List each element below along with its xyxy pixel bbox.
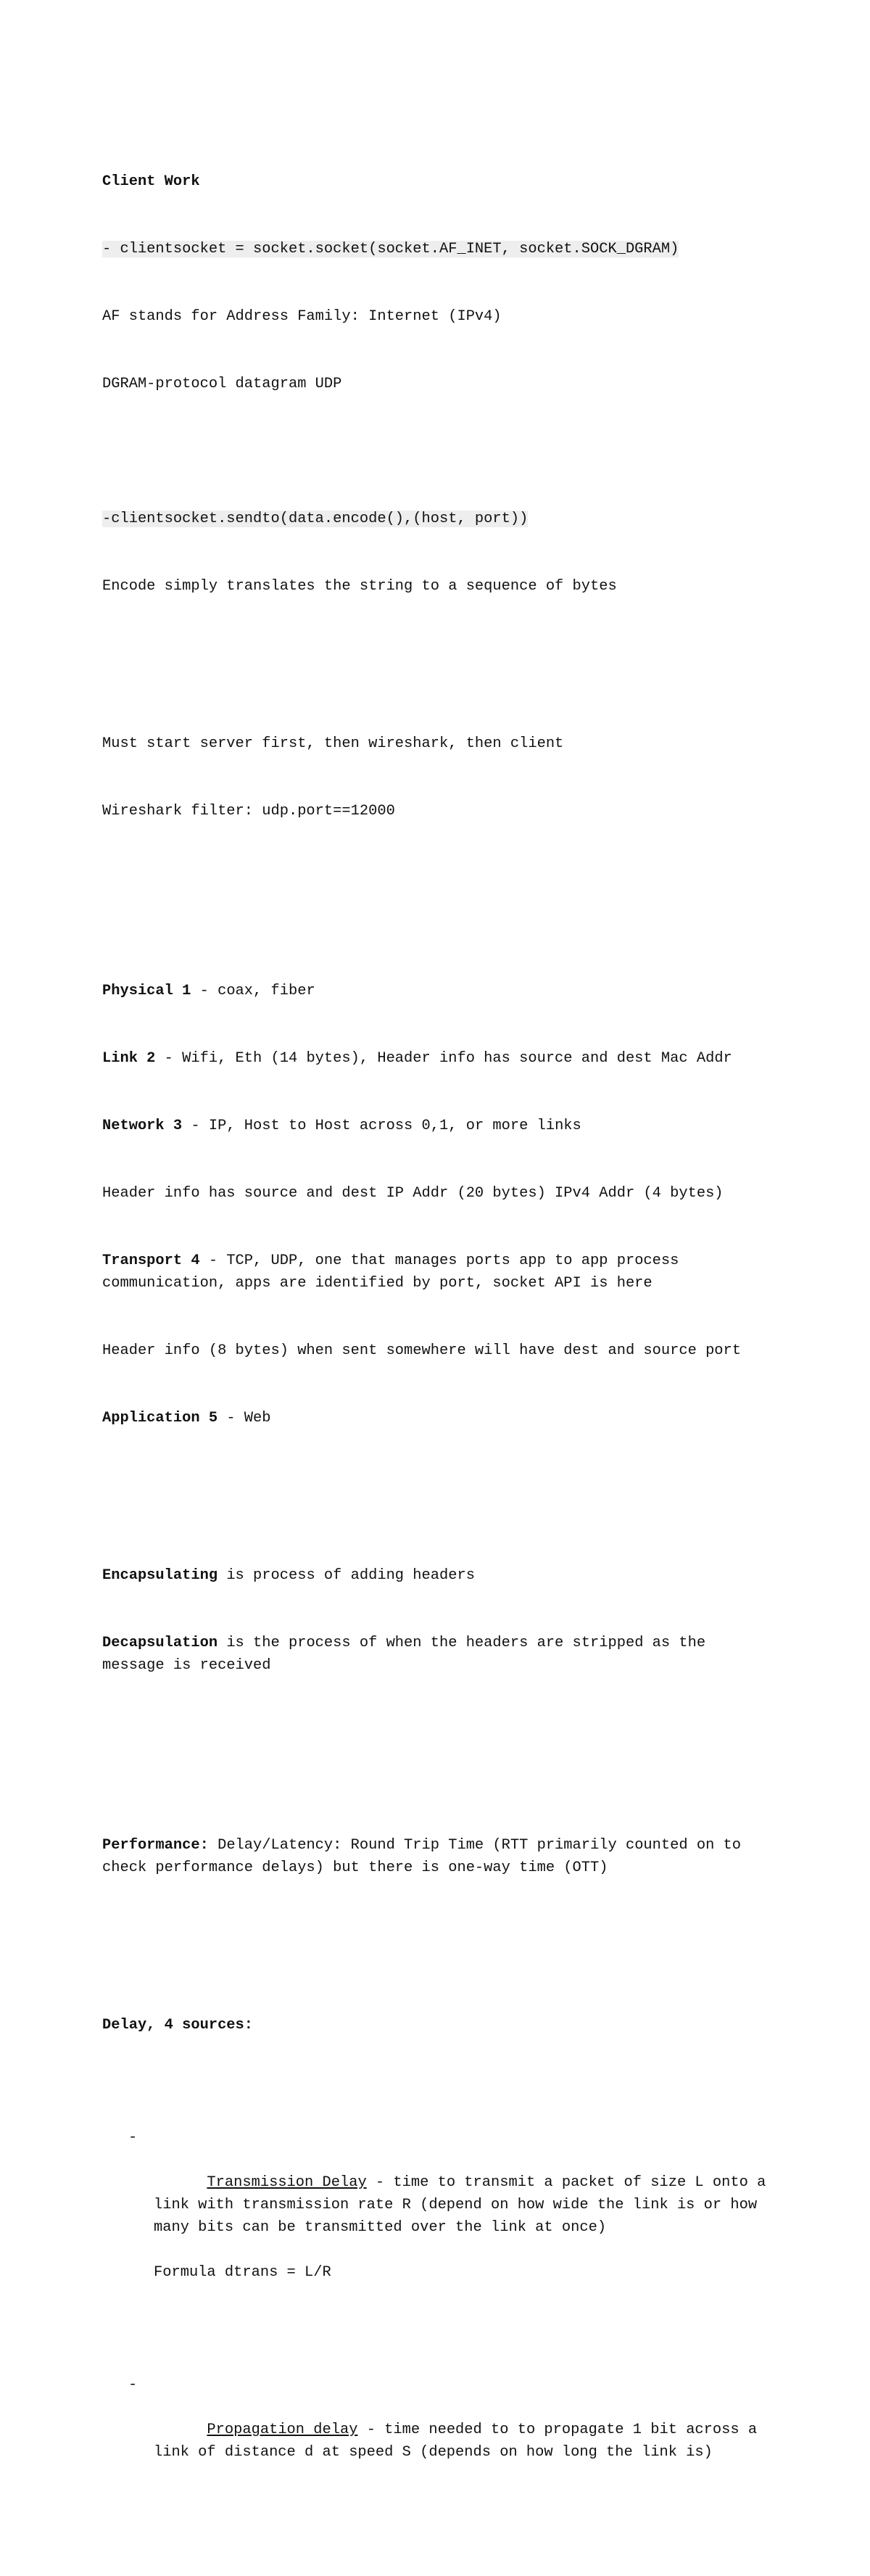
layer-physical bbox=[102, 980, 769, 1002]
layer-label: Transport 4 bbox=[102, 1252, 200, 1269]
layer-network-header: Header info has source and dest IP Addr (20 bytes) IPv4 Addr (4 bytes) bbox=[102, 1185, 724, 1202]
code-snippet-socket: - clientsocket = socket.socket(socket.AF_INET, socket.SOCK_DGRAM) bbox=[102, 241, 679, 257]
term-label: Transmission Delay bbox=[207, 2174, 367, 2191]
term-text: - time to transmit a packet of size L onto a link with transmission rate R (depend on how wide the link is or how many bits can be transmitted over the link at once) bbox=[154, 2174, 775, 2236]
layer-transport bbox=[102, 1250, 769, 1295]
dgram-note: DGRAM-protocol datagram UDP bbox=[102, 376, 342, 392]
document-page bbox=[102, 103, 775, 2576]
client-work-heading: Client Work bbox=[102, 173, 200, 190]
encapsulating-definition bbox=[102, 1564, 769, 1587]
layer-label: Physical 1 bbox=[102, 983, 191, 999]
term-text: - time needed to to propagate 1 bit across a link of distance d at speed S (depends on how long the link is) bbox=[154, 2422, 766, 2461]
layer-label: Network 3 bbox=[102, 1118, 183, 1134]
layer-text: - Wifi, Eth (14 bytes), Header info has source and dest Mac Addr bbox=[155, 1050, 732, 1067]
term-text: is process of adding headers bbox=[218, 1567, 475, 1584]
list-bullet: - bbox=[128, 2377, 138, 2393]
term-label: Encapsulating bbox=[102, 1567, 218, 1584]
list-item bbox=[102, 2374, 769, 2486]
term-text: is the process of when the headers are stripped as the message is received bbox=[102, 1635, 715, 1674]
encode-note: Encode simply translates the string to a sequence of bytes bbox=[102, 578, 617, 595]
layer-text: - coax, fiber bbox=[191, 983, 315, 999]
layer-label: Application 5 bbox=[102, 1410, 218, 1427]
layer-link bbox=[102, 1047, 769, 1070]
list-item bbox=[102, 2126, 775, 2329]
layer-network bbox=[102, 1115, 769, 1137]
formula-line: Formula dtrans = L/R bbox=[154, 2264, 331, 2281]
start-order-note: Must start server first, then wireshark, then client bbox=[102, 735, 564, 752]
term-label: Decapsulation bbox=[102, 1635, 218, 1651]
wireshark-filter-note: Wireshark filter: udp.port==12000 bbox=[102, 803, 395, 820]
layer-text: - TCP, UDP, one that manages ports app to app process communication, apps are identified by port, socket API is here bbox=[102, 1252, 688, 1292]
layer-text: - IP, Host to Host across 0,1, or more links bbox=[182, 1118, 581, 1134]
layer-application bbox=[102, 1407, 769, 1429]
delay-sources-list bbox=[102, 2081, 775, 2531]
term-text: Delay/Latency: Round Trip Time (RTT primarily counted on to check performance delays) but there is one-way time (OTT) bbox=[102, 1837, 750, 1876]
list-bullet: - bbox=[128, 2129, 138, 2146]
term-label: Performance: bbox=[102, 1837, 209, 1854]
layer-label: Link 2 bbox=[102, 1050, 156, 1067]
code-snippet-sendto: -clientsocket.sendto(data.encode(),(host, port)) bbox=[102, 511, 529, 527]
af-note: AF stands for Address Family: Internet (IPv4) bbox=[102, 308, 502, 325]
performance-definition bbox=[102, 1834, 769, 1879]
delay-heading: Delay, 4 sources: bbox=[102, 2017, 254, 2034]
layer-text: - Web bbox=[218, 1410, 271, 1427]
layer-transport-header: Header info (8 bytes) when sent somewhere will have dest and source port bbox=[102, 1342, 742, 1359]
decapsulation-definition bbox=[102, 1632, 769, 1677]
term-label: Propagation delay bbox=[207, 2422, 358, 2438]
